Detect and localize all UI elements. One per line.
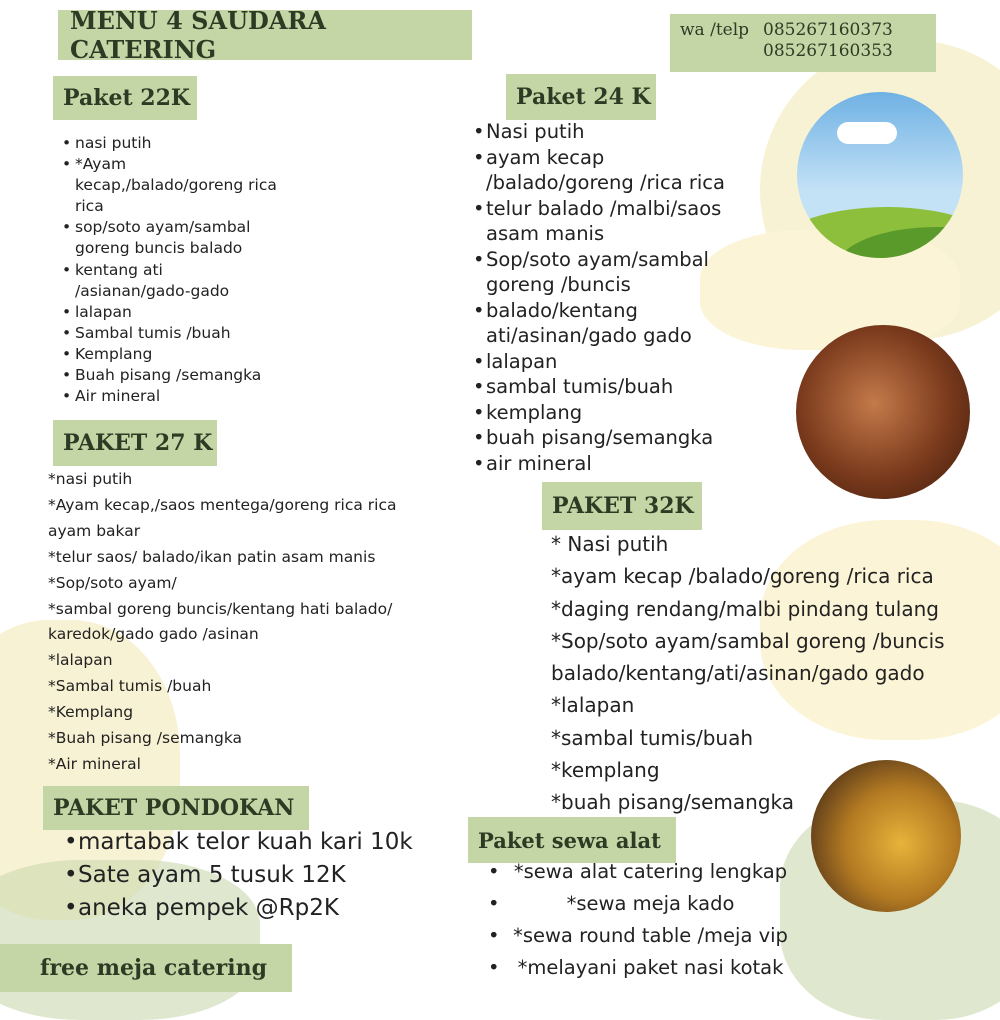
list-item: *telur saos/ balado/ikan patin asam manis xyxy=(48,547,376,566)
list-item: /asianan/gado-gado xyxy=(75,281,230,300)
list-item: • Buah pisang /semangka xyxy=(75,365,277,386)
list-item: • Sate ayam 5 tusuk 12K xyxy=(78,859,413,892)
list-item: *Sambal tumis /buah xyxy=(48,677,212,696)
list-item: *lalapan xyxy=(48,651,113,670)
list-item: ayam bakar xyxy=(48,521,141,540)
list-item: • Nasi putih xyxy=(486,119,725,145)
paket27-list xyxy=(48,467,396,778)
list-item: *daging rendang/malbi pindang tulang xyxy=(551,596,939,621)
list-item: • Air mineral xyxy=(75,386,277,407)
list-item: *lalapan xyxy=(551,693,635,718)
paket27-header xyxy=(53,420,217,466)
list-item: *nasi putih xyxy=(48,470,133,488)
list-item: • Sop/soto ayam/sambal xyxy=(486,247,725,273)
list-item: *Sop/soto ayam/ xyxy=(48,573,177,592)
list-item: • balado/kentang xyxy=(486,298,725,324)
list-item: goreng buncis balado xyxy=(75,239,243,258)
pondokan-list xyxy=(78,826,413,925)
list-item: • aneka pempek @Rp2K xyxy=(78,892,413,925)
list-item: kecap,/balado/goreng rica xyxy=(75,176,277,195)
list-item: • *Ayam xyxy=(75,154,277,175)
contact-label: wa /telp xyxy=(680,20,750,40)
list-item: *melayani paket nasi kotak • xyxy=(488,956,784,979)
section-title: PAKET 27 K xyxy=(63,430,213,456)
list-item: *ayam kecap /balado/goreng /rica rica xyxy=(551,564,934,589)
list-item: • ayam kecap xyxy=(486,145,725,171)
list-item: • telur balado /malbi/saos xyxy=(486,196,725,222)
list-item: • Kemplang xyxy=(75,344,277,365)
list-item: • Sambal tumis /buah xyxy=(75,323,277,344)
paket32-header xyxy=(542,482,702,530)
sky-landscape-image xyxy=(797,92,963,258)
sewa-list xyxy=(488,856,803,984)
list-item: *kemplang xyxy=(551,758,660,783)
list-item: • nasi putih xyxy=(75,133,277,154)
phone-number: 085267160373 xyxy=(763,20,893,40)
section-title: PAKET 32K xyxy=(552,493,694,519)
list-item: • sop/soto ayam/sambal xyxy=(75,217,277,238)
list-item: *Sop/soto ayam/sambal goreng /buncis xyxy=(551,628,945,653)
list-item: *sewa alat catering lengkap • xyxy=(488,860,788,883)
list-item: • lalapan xyxy=(75,302,277,323)
list-item: karedok/gado gado /asinan xyxy=(48,625,259,644)
list-item: • kemplang xyxy=(486,400,725,426)
contact-box xyxy=(670,14,936,72)
list-item: *Air mineral xyxy=(48,754,141,773)
list-item: *sewa round table /meja vip • xyxy=(488,924,788,947)
list-item: *buah pisang/semangka xyxy=(551,790,795,815)
list-item: • buah pisang/semangka xyxy=(486,425,725,451)
section-title: Paket sewa alat xyxy=(478,827,661,853)
title-banner xyxy=(58,6,472,64)
list-item: • lalapan xyxy=(486,349,725,375)
list-item: *sambal tumis/buah xyxy=(551,725,754,750)
paket24-header xyxy=(506,74,656,120)
pondokan-header xyxy=(43,786,309,830)
list-item: * Nasi putih xyxy=(551,532,669,556)
list-item: balado/kentang/ati/asinan/gado gado xyxy=(551,661,925,686)
section-title: Paket 24 K xyxy=(516,84,651,110)
grilled-chicken-image xyxy=(796,325,970,499)
list-item: *Buah pisang /semangka xyxy=(48,729,243,748)
section-title: PAKET PONDOKAN xyxy=(53,795,295,821)
list-item: goreng /buncis xyxy=(486,273,631,296)
list-item: • air mineral xyxy=(486,451,725,477)
phone-number: 085267160353 xyxy=(763,41,893,61)
curry-dish-image xyxy=(811,760,961,912)
paket22-list xyxy=(75,133,277,407)
paket24-list xyxy=(486,119,725,476)
list-item: *sambal goreng buncis/kentang hati balado/ xyxy=(48,599,393,618)
paket22-header xyxy=(53,76,197,120)
section-title: Paket 22K xyxy=(63,85,191,111)
list-item: asam manis xyxy=(486,222,605,245)
list-item: *Kemplang xyxy=(48,703,134,722)
list-item: • sambal tumis/buah xyxy=(486,374,725,400)
footer-text: free meja catering xyxy=(40,955,267,981)
list-item: *Ayam kecap,/saos mentega/goreng rica rica xyxy=(48,495,397,514)
list-item: • martabak telor kuah kari 10k xyxy=(78,826,413,859)
list-item: ati/asinan/gado gado xyxy=(486,324,692,347)
page-title: MENU 4 SAUDARA CATERING xyxy=(70,6,327,64)
list-item: /balado/goreng /rica rica xyxy=(486,171,725,194)
footer-banner xyxy=(0,944,292,992)
list-item: rica xyxy=(75,197,104,216)
list-item: *sewa meja kado • xyxy=(488,892,735,915)
list-item: • kentang ati xyxy=(75,260,277,281)
